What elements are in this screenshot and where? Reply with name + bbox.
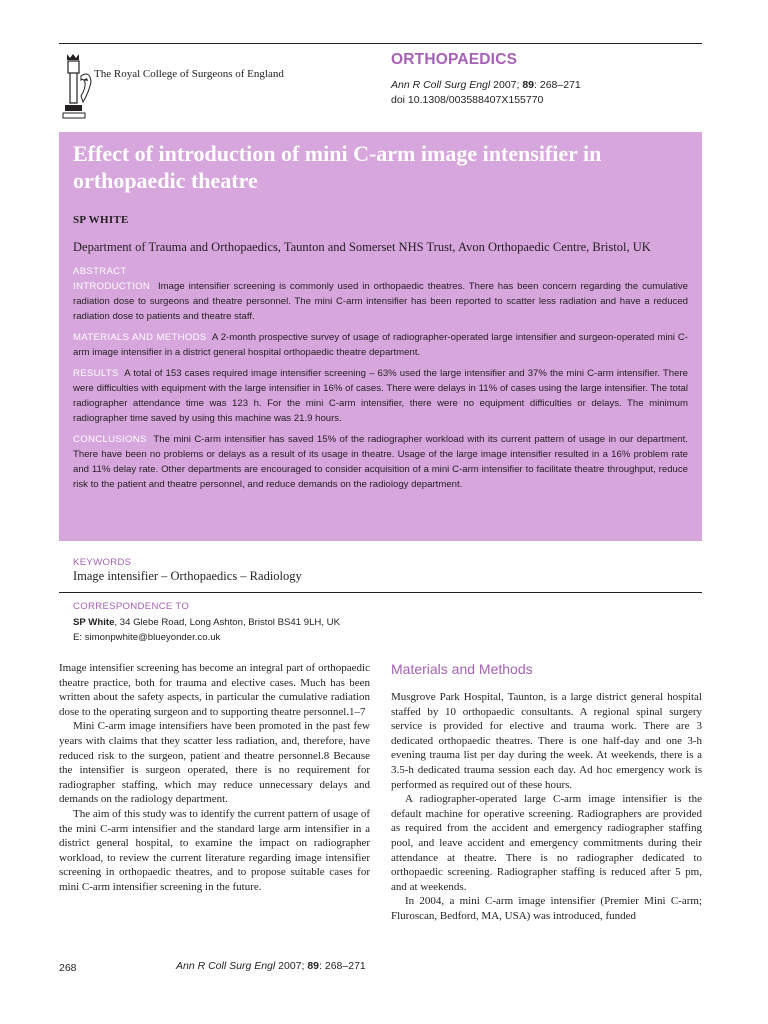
abstract-methods [73, 330, 688, 360]
citation-pages: : 268–271 [534, 79, 581, 91]
abstract-results [73, 366, 688, 426]
abstract-results-text: A total of 153 cases required image intensifier screening – 63% used the large intensifier and 37% the mini C-arm intensifier. There were difficulties with equipment with the large intensifier in 16% of cases. There were delays in 11% of cases using the large intensifier. The total radiographer attendance time was 123 h. For the mini C-arm intensifier, there were no equipment difficulties or delays. The minimum radiographer time saved by using this machine was 21.9 hours. [73, 368, 688, 424]
section-label: ORTHOPAEDICS [391, 51, 518, 68]
keywords-rule [59, 592, 702, 593]
citation-volume: 89 [522, 79, 535, 91]
affiliation: Department of Trauma and Orthopaedics, Taunton and Somerset NHS Trust, Avon Orthopaedic Centre, Bristol, UK [73, 240, 651, 254]
abstract-conclusions-text: The mini C-arm intensifier has saved 15% of the radiographer workload with its current pattern of usage in our department. There have been no problems or delays as a result of its usage in theatre. Usage of the large image intensifier resulted in a 16% problem rate and 11% delay rate. Other departments are encouraged to consider acquisition of a mini C-arm intensifier to facilitate theatre throughput, reduce risk to the patient and theatre personnel, and reduce demands on the radiology department. [73, 434, 688, 490]
correspondence-address [73, 615, 340, 645]
college-name: The Royal College of Surgeons of England [94, 68, 284, 80]
body-paragraph: Image intensifier screening has become an integral part of orthopaedic theatre practice, both for trauma and elective cases. Much has been written about the safety aspects, in particular the cumulative radiation dose to the operating surgeon and to supporting theatre personnel.1–7 [59, 662, 370, 718]
citation-doi: doi 10.1308/003588407X155770 [391, 94, 544, 106]
footer-year: 2007; [275, 960, 308, 972]
keywords-label: KEYWORDS [73, 557, 132, 568]
abstract-results-heading: RESULTS [73, 368, 119, 379]
article-title: Effect of introduction of mini C-arm image intensifier in orthopaedic theatre [73, 141, 602, 193]
author: SP WHITE [73, 214, 129, 226]
abstract-introduction-heading: INTRODUCTION [73, 281, 151, 292]
citation-journal: Ann R Coll Surg Engl [391, 79, 491, 91]
correspondence-street: , 34 Glebe Road, Long Ashton, Bristol BS41 9LH, UK [114, 617, 340, 628]
footer-journal: Ann R Coll Surg Engl [176, 960, 276, 972]
body-right-column [391, 690, 702, 924]
abstract-box [59, 132, 702, 541]
abstract-methods-text: A 2-month prospective survey of usage of radiographer-operated large intensifier and surgeon-operated mini C-arm image intensifier in a district general hospital orthopaedic theatre department. [73, 332, 688, 358]
abstract-label: ABSTRACT [73, 266, 127, 277]
body-paragraph: The aim of this study was to identify the current pattern of usage of the mini C-arm intensifier and the standard large arm intensifier in a district general hospital, to examine the impact on radiographer workload, to review the current literature regarding image intensifier screening in orthopaedic theatres, and to propose suitable cases for mini C-arm intensifier screening in the future. [59, 807, 370, 893]
footer-volume: 89 [307, 960, 320, 972]
abstract-conclusions-heading: CONCLUSIONS [73, 434, 147, 445]
correspondence-name: SP White [73, 617, 115, 628]
keywords: Image intensifier – Orthopaedics – Radiology [73, 569, 302, 583]
footer-citation [176, 960, 366, 972]
body-paragraph: A radiographer-operated large C-arm image intensifier is the default machine for operative screening. Radiographers are provided as required from the accident and emergency radiographer staffing pool, and leave accident and emergency commitments during their attendance at theatre. There is no radiographer dedicated to orthopaedic screening. Radiographer staffing is reduced after 5 pm, and at weekends. [391, 793, 702, 893]
body-paragraph: Mini C-arm image intensifiers have been promoted in the past few years with claims that they scatter less radiation, and, therefore, have reduced risk to the surgeon, patient and theatre personnel.8 Because the intensifier is surgeon operated, there is no requirement for radiographer staffing, which may reduce unnecessary delays and demands on the radiology department. [59, 720, 370, 806]
correspondence-email[interactable]: E: simonpwhite@blueyonder.co.uk [73, 632, 221, 643]
abstract-methods-heading: MATERIALS AND METHODS [73, 332, 207, 343]
citation [391, 78, 581, 108]
body-left-column [59, 661, 370, 895]
correspondence-label: CORRESPONDENCE TO [73, 601, 190, 612]
body-paragraph: In 2004, a mini C-arm image intensifier (Premier Mini C-arm; Fluroscan, Bedford, MA, USA) was introduced, funded [391, 895, 702, 922]
footer-pages: : 268–271 [319, 960, 366, 972]
abstract-introduction [73, 279, 688, 324]
page-number: 268 [59, 962, 77, 974]
methods-heading: Materials and Methods [391, 661, 533, 677]
abstract-conclusions [73, 432, 688, 492]
body-paragraph: Musgrove Park Hospital, Taunton, is a large district general hospital staffed by 10 orthopaedic consultants. A regional spinal surgery service is provided for elective and trauma work. There are 3 dedicated orthopaedic theatres. There is one half-day and one 3-h evening trauma list per day during the week. At weekends, there is a 3.5-h dedicated trauma session each day. Ad hoc emergency work is performed as required out of these hours. [391, 691, 702, 791]
abstract-introduction-text: Image intensifier screening is commonly used in orthopaedic theatres. There has been concern regarding the cumulative radiation dose to surgeons and theatre personnel. The mini C-arm intensifier has been reported to scatter less radiation and have a reduced radiation dose to patients and theatre staff. [73, 281, 688, 322]
top-rule [59, 43, 702, 44]
college-crest-icon [59, 50, 93, 124]
citation-year: 2007; [493, 79, 523, 91]
